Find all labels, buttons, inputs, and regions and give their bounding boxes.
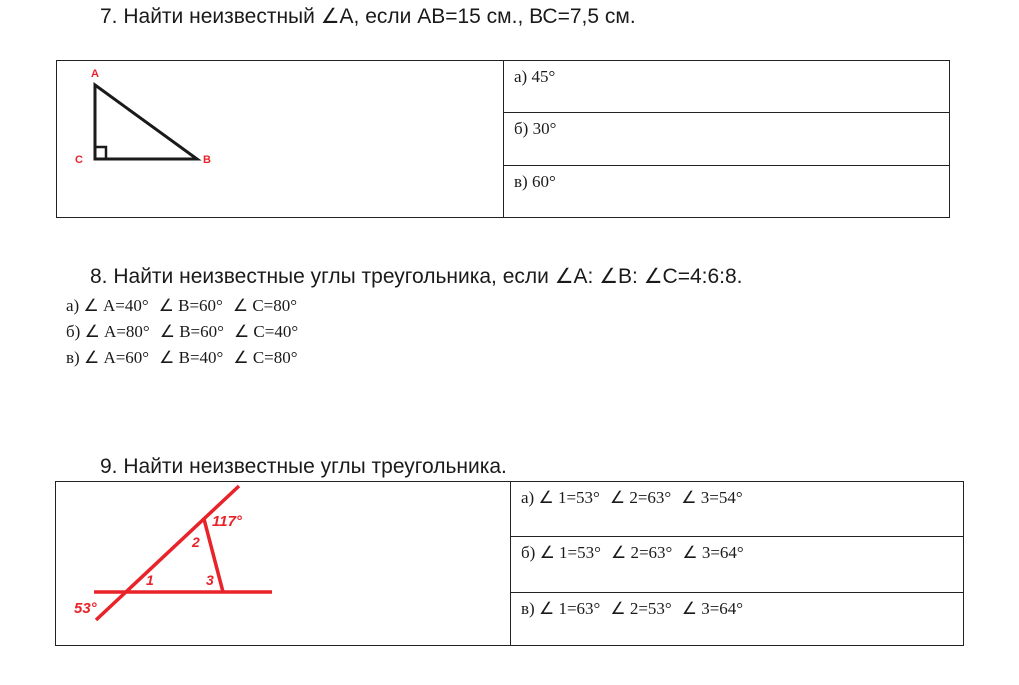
answer-option[interactable]: [511, 537, 964, 592]
right-angle-mark: [95, 147, 106, 159]
angle-3-value: ∠ 3=64°: [681, 598, 744, 618]
angle-c-value: ∠ С=40°: [233, 322, 299, 341]
vertex-b-label: B: [203, 154, 211, 166]
angle-2-value: ∠ 2=53°: [610, 598, 672, 618]
angle-b-value: ∠ В=60°: [158, 296, 223, 315]
question-7-table: [56, 60, 950, 218]
vertex-c-label: C: [75, 154, 83, 166]
angle-b-value: ∠ В=40°: [159, 348, 224, 367]
angle-a-value: ∠ А=40°: [83, 296, 149, 315]
right-triangle-figure: [71, 63, 271, 183]
angle-a-value: ∠ А=80°: [84, 322, 150, 341]
angle-1-value: ∠ 1=63°: [538, 598, 601, 618]
angle-3-value: ∠ 3=54°: [681, 488, 743, 507]
angle-1-value: ∠ 1=53°: [538, 488, 600, 507]
angle-53-label: 53°: [74, 600, 97, 617]
angle-1-value: ∠ 1=53°: [539, 543, 601, 563]
option-letter: б): [66, 322, 81, 341]
answer-option[interactable]: [504, 61, 950, 113]
angle-c-value: ∠ С=80°: [232, 296, 298, 315]
option-letter: в): [521, 598, 535, 618]
answer-option[interactable]: [504, 166, 950, 218]
answer-option[interactable]: [511, 592, 964, 645]
option-letter: б): [521, 543, 536, 563]
question-7-figure-cell: [57, 61, 504, 218]
option-value: 45°: [531, 67, 556, 86]
answer-option[interactable]: [511, 482, 964, 537]
option-letter: а): [514, 67, 528, 86]
option-value: 30°: [532, 119, 557, 138]
triangle-shape: [95, 85, 197, 159]
question-9-table: [55, 481, 964, 646]
option-letter: а): [521, 488, 535, 507]
triangle-with-extensions-figure: [64, 482, 304, 640]
option-value: 60°: [531, 172, 556, 191]
answer-option[interactable]: [504, 113, 950, 166]
angle-3-label: 3: [206, 572, 214, 588]
angle-2-label: 2: [192, 534, 200, 550]
left-extended-side: [96, 486, 239, 620]
question-9-figure-cell: [56, 482, 511, 646]
angle-3-value: ∠ 3=64°: [682, 543, 744, 563]
option-letter: в): [66, 348, 80, 367]
angle-117-label: 117°: [212, 513, 242, 530]
question-7-title: 7. Найти неизвестный ∠А, если АВ=15 см., ВС=7,5 см.: [100, 5, 636, 28]
question-9-title: 9. Найти неизвестные углы треугольника.: [100, 455, 507, 478]
vertex-a-label: A: [91, 68, 99, 80]
angle-1-label: 1: [146, 572, 154, 588]
option-letter: в): [514, 172, 528, 191]
angle-2-value: ∠ 2=63°: [610, 543, 673, 563]
option-letter: б): [514, 119, 529, 138]
angle-c-value: ∠ С=80°: [233, 348, 298, 367]
angle-2-value: ∠ 2=63°: [609, 488, 672, 507]
angle-a-value: ∠ А=60°: [83, 348, 150, 367]
answer-option[interactable]: [66, 296, 297, 316]
answer-option[interactable]: [66, 348, 298, 368]
angle-b-value: ∠ В=60°: [159, 322, 224, 341]
option-letter: а): [66, 296, 80, 315]
question-8-title: 8. Найти неизвестные углы треугольника, если ∠А: ∠В: ∠С=4:6:8.: [90, 265, 743, 288]
answer-option[interactable]: [66, 322, 298, 342]
